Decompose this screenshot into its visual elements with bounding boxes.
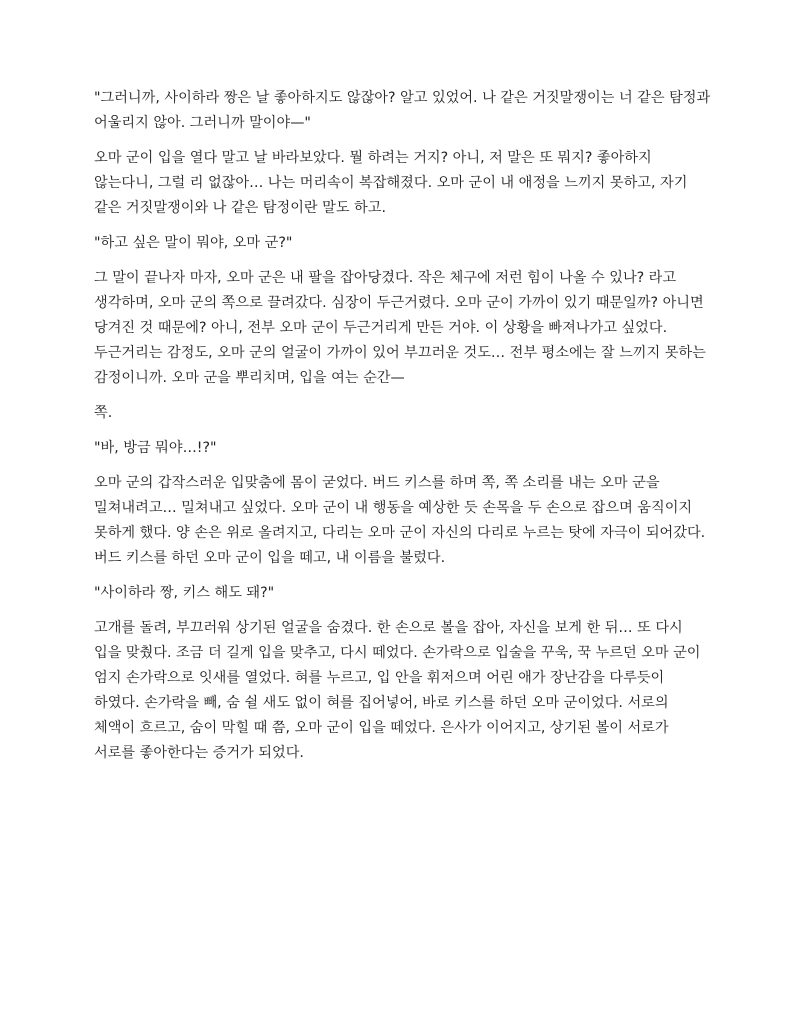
paragraph: "사이하라 짱, 키스 해도 돼?" xyxy=(94,585,275,601)
paragraph: 그 말이 끝나자 마자, 오마 군은 내 팔을 잡아당겼다. 작은 체구에 저런 힘이 나올 수 있나? 라고 생각하며, 오마 군의 쪽으로 끌려갔다. 심장이 두근거렸다. 오마 군이 가까이 있기 때문일까? 아니면 당겨진 것 때문에? 아니, 전부 오마 군이 두근거리게 만든 거야. 이 상황을 빠져나가고 싶었다. 두근거리는 감정도, 오마 군의 얼굴이 가까이 있어 부끄러운 것도… 전부 평소에는 잘 느끼지 못하는 감정이니까. 오마 군을 뿌리치며, 입을 여는 순간— xyxy=(94,270,706,386)
paragraph: 오마 군의 갑작스러운 입맞춤에 몸이 굳었다. 버드 키스를 하며 쪽, 쪽 소리를 내는 오마 군을 밀쳐내려고… 밀쳐내고 싶었다. 오마 군이 내 행동을 예상한 듯 손목을 두 손으로 잡으며 움직이지 못하게 했다. 양 손은 위로 올려지고, 다리는 오마 군이 자신의 다리로 누르는 탓에 자극이 되어갔다. 버드 키스를 하던 오마 군이 입을 떼고, 내 이름을 불렀다. xyxy=(94,475,706,566)
paragraph: 쪽. xyxy=(94,405,113,421)
document-body xyxy=(94,86,714,776)
paragraph: "하고 싶은 말이 뭐야, 오마 군?" xyxy=(94,235,293,251)
paragraph: "그러니까, 사이하라 짱은 날 좋아하지도 않잖아? 알고 있었어. 나 같은 거짓말쟁이는 너 같은 탐정과 어울리지 않아. 그러니까 말이야—" xyxy=(94,90,711,131)
paragraph: 오마 군이 입을 열다 말고 날 바라보았다. 뭘 하려는 거지? 아니, 저 말은 또 뭐지? 좋아하지 않는다니, 그럴 리 없잖아… 나는 머리속이 복잡해졌다. 오마 군이 내 애정을 느끼지 못하고, 자기 같은 거짓말쟁이와 나 같은 탐정이란 말도 하고. xyxy=(94,150,688,216)
paragraph: 고개를 돌려, 부끄러워 상기된 얼굴을 숨겼다. 한 손으로 볼을 잡아, 자신을 보게 한 뒤… 또 다시 입을 맞췄다. 조금 더 길게 입을 맞추고, 다시 떼었다. 손가락으로 입술을 꾸욱, 꾹 누르던 오마 군이 엄지 손가락으로 잇새를 열었다. 혀를 누르고, 입 안을 휘저으며 어린 애가 장난감을 다루듯이 하였다. 손가락을 빼, 숨 쉴 새도 없이 혀를 집어넣어, 바로 키스를 하던 오마 군이었다. 서로의 체액이 흐르고, 숨이 막힐 때 쯤, 오마 군이 입을 떼었다. 은사가 이어지고, 상기된 볼이 서로가 서로를 좋아한다는 증거가 되었다. xyxy=(94,620,701,761)
paragraph: "바, 방금 뭐야…!?" xyxy=(94,440,217,456)
